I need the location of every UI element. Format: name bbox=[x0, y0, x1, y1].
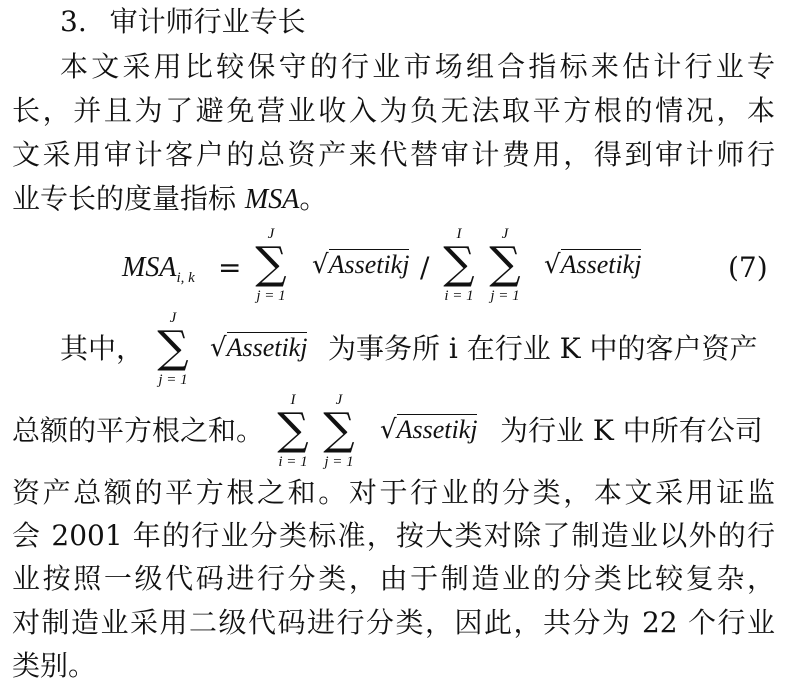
para2-sum-upper-limit: J bbox=[169, 310, 177, 326]
para2-sum-b bbox=[318, 392, 360, 470]
sum-3-upper-limit: J bbox=[501, 226, 509, 242]
formula-sum-1 bbox=[250, 226, 292, 306]
formula-slash: / bbox=[420, 251, 430, 284]
para2-sqrt-argument: Assetikj bbox=[226, 333, 308, 362]
sum-2-lower-limit: i = 1 bbox=[444, 288, 474, 304]
para2-sqrt-2-radical: √ bbox=[380, 415, 397, 445]
para2-sqrt-2-argument: Assetikj bbox=[396, 415, 478, 444]
formula-equals: = bbox=[218, 251, 242, 284]
para2-line2-prefix: 总额的平方根之和。 bbox=[12, 414, 265, 447]
sum-2-upper-limit: I bbox=[456, 226, 462, 242]
para2-sum-a bbox=[272, 392, 314, 470]
sum-3-lower-limit: j = 1 bbox=[490, 288, 520, 304]
formula-sqrt-2 bbox=[544, 250, 641, 280]
para2-line3: 资产总额的平方根之和。对于行业的分类，本文采用证监 bbox=[12, 476, 775, 509]
para2-sum-b-lower-limit: j = 1 bbox=[324, 454, 354, 470]
para2-sum-a-upper-limit: I bbox=[290, 392, 296, 408]
para2-sum-a-lower-limit: i = 1 bbox=[278, 454, 308, 470]
para1-line2: 长，并且为了避免营业收入为负无法取平方根的情况，本 bbox=[12, 94, 775, 127]
para2-line2-after: 为行业 K 中所有公司 bbox=[500, 414, 763, 447]
para2-line4: 会 2001 年的行业分类标准，按大类对除了制造业以外的行 bbox=[12, 519, 775, 552]
para2-sum-sigma: ∑ bbox=[157, 322, 189, 373]
para1-line1: 本文采用比较保守的行业市场组合指标来估计行业专 bbox=[60, 50, 775, 83]
sum-1-upper-limit: J bbox=[267, 226, 275, 242]
para2-line5: 业按照一级代码进行分类，由于制造业的分类比较复杂， bbox=[12, 562, 775, 595]
para2-sum-b-sigma: ∑ bbox=[323, 404, 355, 455]
para2-sum-b-upper-limit: J bbox=[335, 392, 343, 408]
para2-after: 为事务所 i 在行业 K 中的客户资产 bbox=[328, 332, 758, 365]
para2-sum-a-sigma: ∑ bbox=[277, 404, 309, 455]
sqrt-2-argument: Assetikj bbox=[560, 250, 642, 279]
msa-symbol: MSA bbox=[244, 184, 300, 215]
section-title: 审计师行业专长 bbox=[109, 5, 306, 38]
sum-2-sigma: ∑ bbox=[443, 238, 475, 289]
para2-sum bbox=[152, 310, 194, 388]
sqrt-1-argument: Assetikj bbox=[328, 250, 410, 279]
formula-sqrt-1 bbox=[312, 250, 409, 280]
sum-3-sigma: ∑ bbox=[489, 238, 521, 289]
formula-sum-2 bbox=[438, 226, 480, 306]
section-number: 3. bbox=[60, 5, 87, 38]
para2-line7: 类别。 bbox=[12, 649, 97, 682]
equation-number: (7) bbox=[728, 251, 768, 284]
sum-1-sigma: ∑ bbox=[255, 238, 287, 289]
para2-sqrt bbox=[210, 333, 307, 363]
sqrt-2-radical: √ bbox=[544, 250, 561, 280]
para2-line6: 对制造业采用二级代码进行分类，因此，共分为 22 个行业 bbox=[12, 606, 775, 639]
para1-line4-end: 。 bbox=[299, 182, 328, 215]
sqrt-1-radical: √ bbox=[312, 250, 329, 280]
para2-sqrt-2 bbox=[380, 415, 477, 445]
sum-1-lower-limit: j = 1 bbox=[256, 288, 286, 304]
para2-sum-lower-limit: j = 1 bbox=[158, 372, 188, 388]
para1-line4 bbox=[12, 181, 327, 218]
para2-sqrt-radical: √ bbox=[210, 333, 227, 363]
section-heading bbox=[60, 4, 306, 40]
para1-line3: 文采用审计客户的总资产来代替审计费用，得到审计师行 bbox=[12, 138, 775, 171]
para2-prefix: 其中， bbox=[60, 332, 145, 365]
formula-lhs-subscript: i, k bbox=[176, 270, 195, 286]
formula-sum-3 bbox=[484, 226, 526, 306]
formula-lhs: $MSA_{i, k}$ bbox=[122, 252, 195, 286]
para1-line4-text: 业专长的度量指标 bbox=[12, 182, 245, 215]
